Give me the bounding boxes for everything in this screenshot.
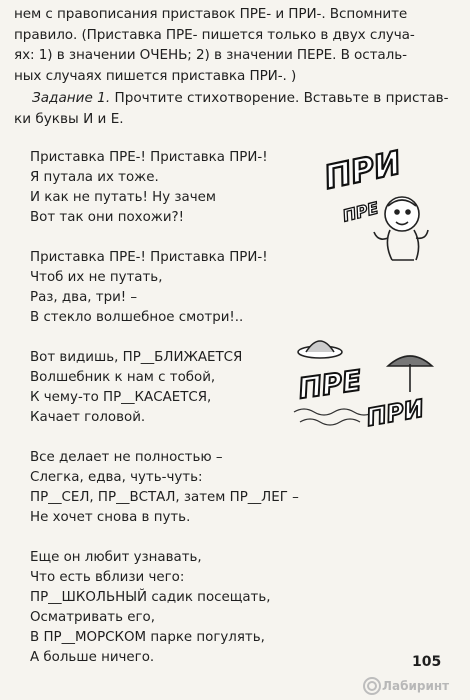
watermark	[362, 676, 470, 698]
illustration-label-pri: ПРИ	[364, 394, 427, 432]
poem-line: Приставка ПРЕ-! Приставка ПРИ-!	[30, 250, 268, 265]
labyrinth-logo-icon	[362, 676, 382, 696]
poem-line: В ПР__МОРСКОМ парке погулять,	[30, 630, 265, 645]
poem-line: Качает головой.	[30, 410, 146, 425]
intro-line: ных случаях пишется приставка ПРИ-. )	[14, 67, 297, 84]
poem-line: ПР__СЕЛ, ПР__ВСТАЛ, затем ПР__ЛЕГ –	[30, 490, 299, 505]
poem-line: Приставка ПРЕ-! Приставка ПРИ-!	[30, 150, 268, 165]
poem-line: Волшебник к нам с тобой,	[30, 370, 216, 385]
task-label: Задание 1.	[32, 90, 111, 106]
poem-line: К чему-то ПР__КАСАЕТСЯ,	[30, 390, 212, 405]
poem	[30, 148, 330, 688]
poem-line: Я путала их тоже.	[30, 170, 159, 185]
task-text-line2: ки буквы И и Е.	[14, 110, 124, 127]
page-number: 105	[412, 654, 442, 670]
poem-line: Осматривать его,	[30, 610, 155, 625]
intro-line: нем с правописания приставок ПРЕ- и ПРИ-. Вспомните	[14, 6, 408, 22]
illustration-label-pre: ПРЕ	[296, 363, 364, 406]
poem-line: Вот видишь, ПР__БЛИЖАЕТСЯ	[30, 350, 243, 365]
hat-icon	[298, 341, 342, 358]
intro-line: правило. (Приставка ПРЕ- пишется только в двух случа-	[14, 26, 415, 43]
poem-line: Что есть вблизи чего:	[30, 570, 185, 585]
intro-paragraph	[14, 4, 459, 86]
poem-stanza	[30, 148, 330, 228]
task-instruction	[14, 88, 459, 129]
poem-line: Еще он любит узнавать,	[30, 550, 202, 565]
poem-stanza	[30, 548, 330, 668]
poem-line: И как не путать! Ну зачем	[30, 190, 216, 205]
poem-line: В стекло волшебное смотри!..	[30, 310, 244, 325]
poem-stanza	[30, 448, 330, 528]
intro-line: ях: 1) в значении ОЧЕНЬ; 2) в значении ПЕРЕ. В осталь-	[14, 47, 407, 63]
poem-line: А больше ничего.	[30, 650, 155, 665]
umbrella-icon	[388, 356, 432, 392]
sea-beach-illustration	[290, 332, 440, 432]
poem-line: Все делает не полностью –	[30, 450, 223, 465]
poem-line: Слегка, едва, чуть-чуть:	[30, 470, 203, 485]
illustration-label-pre: ПРЕ	[340, 198, 381, 226]
poem-stanza	[30, 348, 330, 428]
poem-line: Не хочет снова в путь.	[30, 510, 191, 525]
poem-line: Вот так они похожи?!	[30, 210, 184, 225]
poem-line: ПР__ШКОЛЬНЫЙ садик посещать,	[30, 590, 271, 605]
waves-icon	[294, 409, 374, 425]
poem-line: Раз, два, три! –	[30, 290, 138, 305]
poem-stanza	[30, 248, 330, 328]
cartoon-character-icon	[374, 197, 428, 260]
watermark-text: Лабиринт	[382, 679, 450, 693]
prefix-cartoon-illustration	[318, 140, 430, 270]
poem-line: Чтоб их не путать,	[30, 270, 163, 285]
task-text: Прочтите стихотворение. Вставьте в пристав-	[110, 90, 449, 106]
illustration-label-pri: ПРИ	[321, 143, 405, 197]
